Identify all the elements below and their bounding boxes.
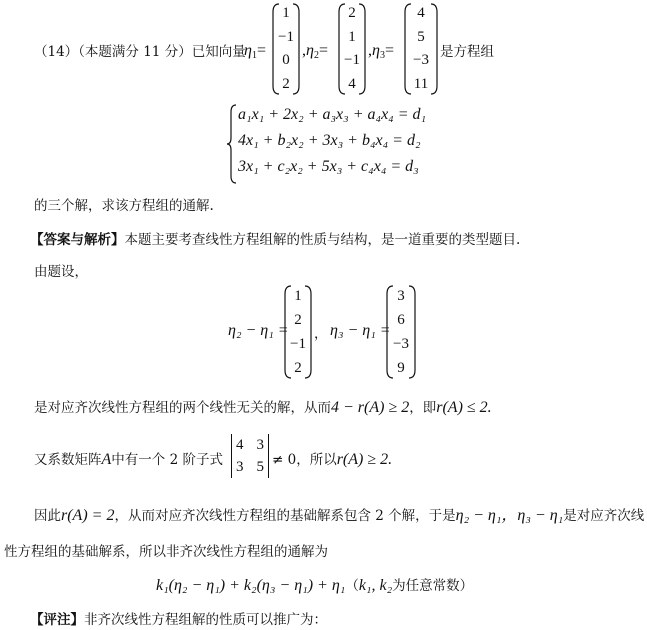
system-line-2: 4x₁ + b₂x₂ + 3x₃ + b₄x₄ = d₂ [238, 132, 421, 149]
answer-intro-line [30, 228, 520, 248]
vector-entry: 2 [282, 75, 290, 92]
eta2-vector [338, 2, 366, 96]
answer-line-4: 性方程组的基础解系，所以非齐次线性方程组的通解为 [4, 544, 328, 560]
vector-entry: 4 [417, 5, 425, 22]
eta2-label: $,\eta_2=$ [302, 42, 328, 61]
problem-header: （14）（本题满分 11 分）已知向量 [34, 44, 246, 60]
answer-given: 由题设， [34, 264, 88, 280]
vector-entry: −1 [278, 28, 294, 45]
det-entry: 4 [236, 437, 244, 453]
diff1-vector [284, 284, 312, 380]
eta1-vector [272, 2, 300, 96]
system-line-3: 3x₁ + c₂x₂ + 5x₃ + c₄x₄ = d₃ [238, 158, 419, 175]
vector-entry: 9 [397, 359, 405, 376]
vector-entry: 11 [413, 75, 429, 92]
answer-line-3: 因此r(A) = 2，从而对应齐次线性方程组的基础解系包含 2 个解，于是η₂ − η₁，η₃ − η₁是对应齐次线 [34, 507, 645, 524]
minor-determinant [231, 434, 269, 478]
remark-line [30, 608, 327, 628]
system-brace [226, 104, 238, 184]
remark-heading: 【评注】 [30, 612, 84, 628]
general-solution: k₁(η₂ − η₁) + k₂(η₃ − η₁) + η₁（k₁, k₂为任意常数） [156, 577, 474, 594]
det-entry: 3 [236, 459, 244, 475]
diff1-label: η₂ − η₁ = [228, 322, 289, 339]
eta1-label: $\eta_1=$ [244, 42, 266, 61]
answer-line-2-start: 又系数矩阵A中有一个 2 阶子式 [34, 451, 223, 468]
eta3-label: $,\eta_3=$ [368, 42, 394, 61]
answer-line-1: 是对应齐次线性方程组的两个线性无关的解，从而4 − r(A) ≥ 2，即r(A) ≤ 2. [34, 399, 492, 416]
vector-entry: −3 [393, 335, 409, 352]
vector-entry: −1 [344, 52, 360, 69]
problem-question: 的三个解，求该方程组的通解. [34, 198, 214, 214]
vector-entry: 2 [294, 311, 302, 328]
det-entry: 3 [256, 437, 264, 453]
system-line-1: a₁x₁ + 2x₂ + a₃x₃ + a₄x₄ = d₁ [238, 106, 427, 123]
remark-text: 非齐次线性方程组解的性质可以推广为： [84, 612, 327, 628]
vector-entry: −3 [413, 52, 429, 69]
vector-entry: 0 [282, 52, 290, 69]
diff-separator: ， [314, 326, 328, 342]
answer-line-2-end: ≠ 0，所以r(A) ≥ 2. [272, 451, 393, 468]
vector-entry: 5 [417, 28, 425, 45]
vector-entry: 1 [348, 28, 356, 45]
answer-intro: 本题主要考查线性方程组解的性质与结构，是一道重要的类型题目. [124, 232, 521, 248]
vector-entry: 1 [294, 287, 302, 304]
vector-entry: 2 [294, 359, 302, 376]
answer-heading: 【答案与解析】 [30, 232, 125, 248]
vector-entry: −1 [290, 335, 306, 352]
det-entry: 5 [256, 459, 264, 475]
eta3-vector [404, 2, 438, 96]
problem-tail: 是方程组 [440, 44, 494, 60]
vector-entry: 2 [348, 5, 356, 22]
vector-entry: 1 [282, 5, 290, 22]
vector-entry: 6 [397, 311, 405, 328]
diff2-label: η₃ − η₁ = [330, 322, 391, 339]
diff2-vector [386, 284, 416, 380]
vector-entry: 3 [397, 287, 405, 304]
vector-entry: 4 [348, 75, 356, 92]
